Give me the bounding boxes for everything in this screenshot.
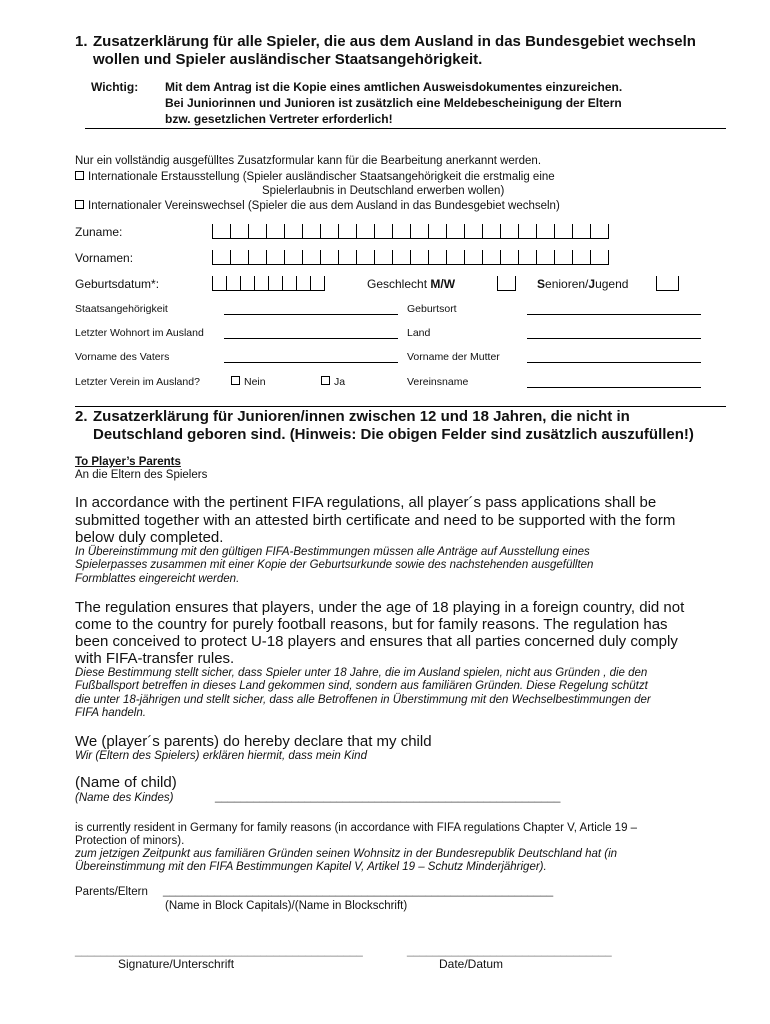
land-label: Land (407, 327, 431, 339)
checkbox-ja[interactable] (321, 376, 330, 385)
resident-en-line2: Protection of minors). (75, 835, 185, 847)
vereinsname-field[interactable] (527, 387, 701, 388)
to-parents-heading: To Player’s Parents (75, 456, 181, 468)
wichtig-line1: Mit dem Antrag ist die Kopie eines amtlichen Ausweisdokumentes einzureichen. (165, 80, 623, 94)
vornamen-boxes[interactable] (212, 250, 609, 265)
p1-de-line1: In Übereinstimmung mit den gültigen FIFA-Bestimmungen müssen alle Anträge auf Ausstellung eines (75, 546, 590, 558)
parents-name-field[interactable]: _____________________________________________________________ (163, 885, 554, 897)
staatsangehoerigkeit-field[interactable] (224, 314, 398, 315)
zuname-label: Zuname: (75, 225, 123, 239)
section2-number: 2. (75, 408, 88, 425)
wichtig-line3: bzw. gesetzlichen Vertreter erforderlich! (165, 112, 393, 126)
option-erstausstellung[interactable] (75, 171, 555, 183)
resident-de-line2: Übereinstimmung mit den FIFA Bestimmungen Kapitel V, Artikel 19 – Schutz Minderjähriger). (75, 861, 547, 873)
signature-field[interactable]: _____________________________________________ (75, 945, 363, 957)
name-child-de: (Name des Kindes) (75, 792, 174, 804)
option1-line2: Spielerlaubnis in Deutschland erwerben wollen) (262, 185, 505, 197)
geschlecht-box[interactable] (497, 276, 516, 291)
date-field[interactable]: ________________________________ (407, 945, 612, 957)
geburtsort-label: Geburtsort (407, 303, 457, 315)
geschlecht-label: Geschlecht M/W (367, 277, 456, 291)
section-divider (75, 406, 726, 407)
name-child-en: (Name of child) (75, 774, 177, 791)
p1-en-line1: In accordance with the pertinent FIFA regulations, all player´s pass applications shall be (75, 494, 657, 511)
p2-en-line2: come to the country for purely football reasons, but for family reasons. The regulation has (75, 616, 668, 633)
p1-de-line2: Spielerpasses zusammen mit einer Kopie der Geburtsurkunde sowie des nachstehenden ausgefüllten (75, 559, 594, 571)
letzter-verein-label: Letzter Verein im Ausland? (75, 376, 200, 388)
p2-de-line2: Fußballsport betreffen in dieses Land gekommen sind, sondern aus familiären Gründen. Diese Regelung schützt (75, 680, 648, 692)
vorname-mutter-label: Vorname der Mutter (407, 351, 500, 363)
section2-title-line1: Zusatzerklärung für Junioren/innen zwischen 12 und 18 Jahren, die nicht in (93, 408, 630, 425)
vornamen-label: Vornamen: (75, 251, 134, 265)
checkbox-nein[interactable] (231, 376, 240, 385)
land-field[interactable] (527, 338, 701, 339)
zuname-boxes[interactable] (212, 224, 609, 239)
an-eltern-heading: An die Eltern des Spielers (75, 469, 208, 481)
checkbox-vereinswechsel[interactable] (75, 200, 84, 209)
vereinsname-label: Vereinsname (407, 376, 469, 388)
staatsangehoerigkeit-label: Staatsangehörigkeit (75, 303, 168, 315)
vorname-mutter-field[interactable] (527, 362, 701, 363)
p2-de-line3: die unter 18-jährigen und stellt sicher, dass alle Betroffenen in Überstimmung mit den Wechselbestimmungen der (75, 694, 651, 706)
signature-label: Signature/Unterschrift (118, 957, 235, 971)
letzter-wohnort-field[interactable] (224, 338, 398, 339)
name-child-field[interactable]: ______________________________________________________ (215, 791, 561, 803)
date-label: Date/Datum (439, 957, 504, 971)
section2-title-line2: Deutschland geboren sind. (Hinweis: Die obigen Felder sind zusätzlich auszufüllen!) (93, 426, 694, 443)
wichtig-line2: Bei Juniorinnen und Junioren ist zusätzlich eine Meldebescheinigung der Eltern (165, 96, 622, 110)
vorname-vater-label: Vorname des Vaters (75, 351, 170, 363)
section1-title-line1: Zusatzerklärung für alle Spieler, die aus dem Ausland in das Bundesgebiet wechseln (93, 33, 696, 50)
vorname-vater-field[interactable] (224, 362, 398, 363)
declare-de: Wir (Eltern des Spielers) erklären hiermit, dass mein Kind (75, 750, 367, 762)
option-ja[interactable]: Ja (321, 376, 345, 388)
resident-en-line1: is currently resident in Germany for family reasons (in accordance with FIFA regulations Chapter V, Article 19 – (75, 822, 638, 834)
p2-en-line1: The regulation ensures that players, under the age of 18 playing in a foreign country, did not (75, 599, 685, 616)
parents-label: Parents/Eltern (75, 886, 148, 898)
letzter-wohnort-label: Letzter Wohnort im Ausland (75, 327, 204, 339)
section1-number: 1. (75, 33, 88, 50)
wichtig-label: Wichtig: (91, 80, 139, 94)
p2-en-line3: been conceived to protect U-18 players and ensures that all parties concerned duly comply (75, 633, 678, 650)
senioren-jugend-box[interactable] (656, 276, 679, 291)
option2-label: Internationaler Vereinswechsel (Spieler die aus dem Ausland in das Bundesgebiet wechseln) (88, 200, 560, 212)
p1-en-line3: below duly completed. (75, 529, 224, 546)
checkbox-erstausstellung[interactable] (75, 171, 84, 180)
wichtig-divider (85, 128, 726, 129)
geburtsort-field[interactable] (527, 314, 701, 315)
p2-de-line1: Diese Bestimmung stellt sicher, dass Spieler unter 18 Jahre, die im Ausland spielen, nicht aus Gründen , die den (75, 667, 648, 679)
p2-en-line4: with FIFA-transfer rules. (75, 650, 235, 667)
option1-label: Internationale Erstausstellung (Spieler ausländischer Staatsangehörigkeit die erstmalig eine (88, 171, 555, 183)
block-capitals-note: (Name in Block Capitals)/(Name in Blockschrift) (165, 900, 408, 912)
declare-en: We (player´s parents) do hereby declare that my child (75, 733, 432, 750)
senioren-jugend-label: Senioren/Jugend (537, 277, 629, 291)
section1-title-line2: wollen und Spieler ausländischer Staatsangehörigkeit. (93, 51, 483, 68)
p1-en-line2: submitted together with an attested birth certificate and need to be supported with the form (75, 512, 676, 529)
geburtsdatum-label: Geburtsdatum*: (75, 277, 160, 291)
p2-de-line4: FIFA handeln. (75, 707, 146, 719)
option-vereinswechsel[interactable] (75, 200, 560, 212)
option-nein[interactable]: Nein (231, 376, 266, 388)
completeness-note: Nur ein vollständig ausgefülltes Zusatzformular kann für die Bearbeitung anerkannt werden. (75, 155, 542, 167)
p1-de-line3: Formblattes eingereicht werden. (75, 573, 240, 585)
resident-de-line1: zum jetzigen Zeitpunkt aus familiären Gründen seinen Wohnsitz in der Bundesrepublik Deutschland hat (in (75, 848, 618, 860)
geburtsdatum-boxes[interactable] (212, 276, 325, 291)
